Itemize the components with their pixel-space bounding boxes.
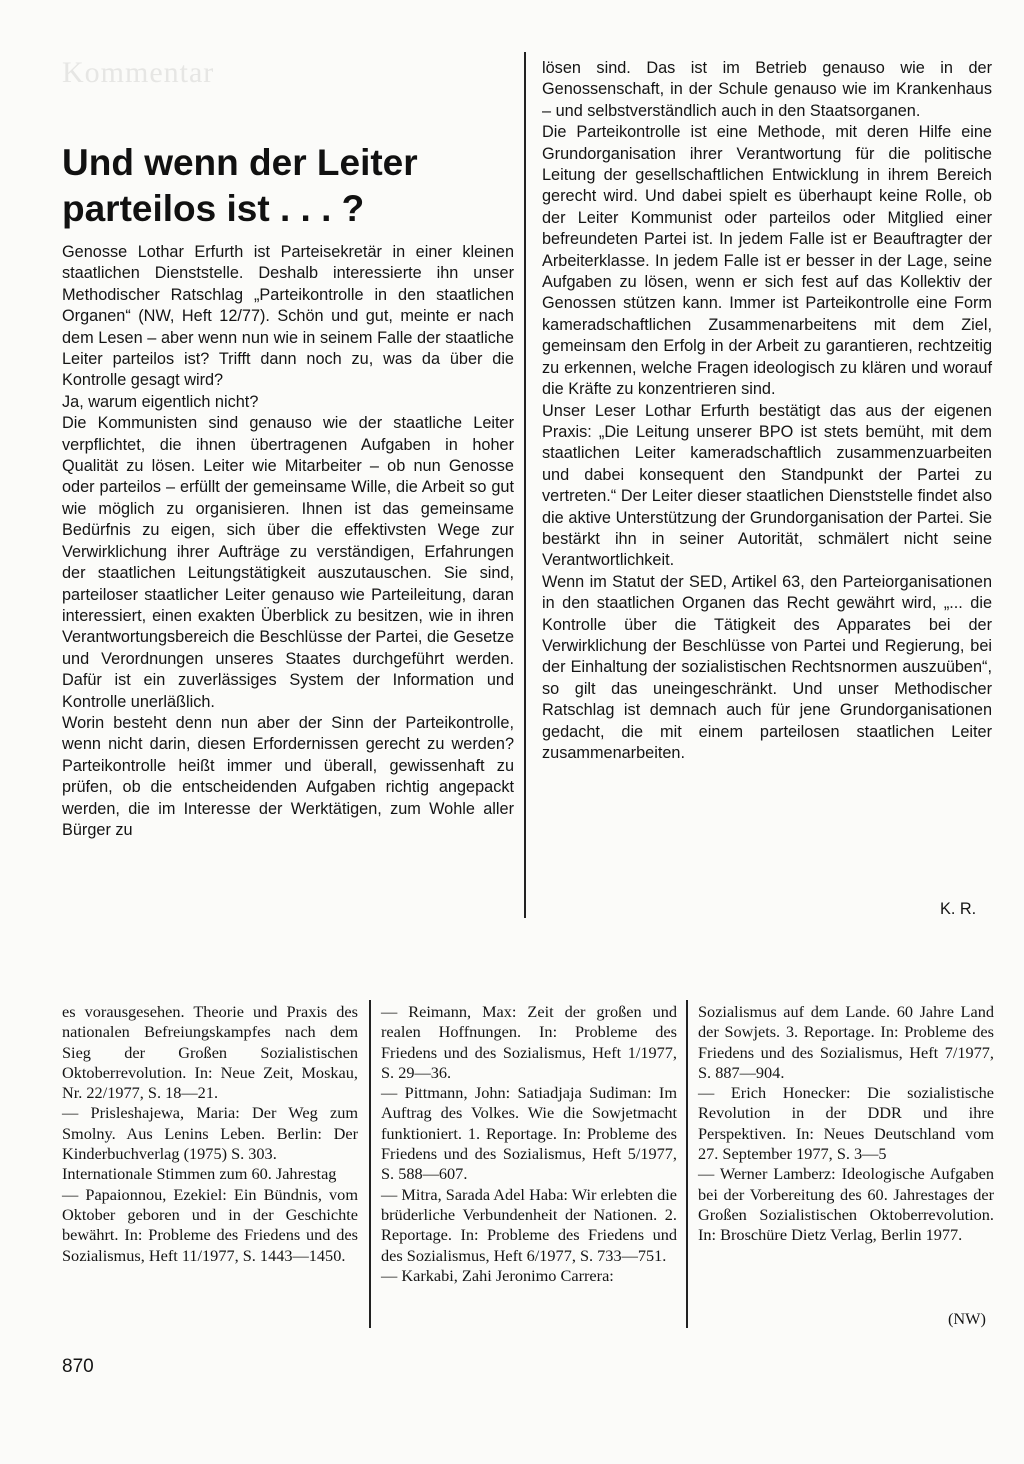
- page-number: 870: [62, 1356, 94, 1377]
- bibliography-column-2: [381, 1002, 677, 1286]
- bibliography-entry: — Reimann, Max: Zeit der großen und realen Hoffnungen. In: Probleme des Friedens und des Sozialismus, Heft 1/1977, S. 29—36.: [381, 1002, 677, 1082]
- headline-line-2: parteilos ist . . . ?: [62, 188, 365, 229]
- bibliography-entry: Sozialismus auf dem Lande. 60 Jahre Land der Sowjets. 3. Reportage. In: Probleme des Friedens und des Sozialismus, Heft 7/1977, S. 887—904.: [698, 1002, 994, 1082]
- article-paragraph: Genosse Lothar Erfurth ist Parteisekretär in einer kleinen staatlichen Dienststelle. Deshalb interessierte ihn unser Methodischer Ratschlag „Parteikontrolle in den staatlichen Organen“ (NW, Heft 12/77). Schön und gut, meinte er nach dem Lesen – aber wenn nun wie in seinem Falle der staatliche Leiter parteilos ist? Trifft dann noch zu, was da über die Kontrolle gesagt wird?: [62, 243, 514, 390]
- bibliography-entry: — Papaionnou, Ezekiel: Ein Bündnis, vom Oktober geboren und in der Geschichte bewährt. In: Probleme des Friedens und des Sozialismus, Heft 11/1977, S. 1443—1450.: [62, 1184, 358, 1265]
- article-paragraph: Ja, warum eigentlich nicht?: [62, 392, 259, 411]
- article-paragraph: Die Parteikontrolle ist eine Methode, mit deren Hilfe eine Grundorganisation ihrer Verantwortung für die politische Leitung der gesellschaftlichen Entwicklung in ihrem Bereich gerecht wird. Und dabei spielt es überhaupt keine Rolle, ob der Leiter Kommunist oder parteilos oder Mitglied einer befreundeten Partei ist. In jedem Falle ist er Beauftragter der Arbeiterklasse. In jedem Falle ist er besser in der Lage, seine Aufgaben zu lösen, wenn er sich fest auf das Kollektiv der Genossen stützen kann. Immer ist Parteikontrolle eine Form kameradschaftlichen Zusammenarbeitens mit dem Ziel, gemeinsam den Erfolg in der Arbeit zu garantieren, rechtzeitig zu erkennen, welche Fragen ideologisch zu klären und worauf die Kräfte zu konzentrieren sind.: [542, 123, 992, 399]
- article-paragraph: lösen sind. Das ist im Betrieb genauso wie in der Genossenschaft, in der Schule genauso wie im Krankenhaus – und selbstverständlich auch in den Staatsorganen.: [542, 59, 992, 120]
- bibliography-column-1: [62, 1002, 358, 1266]
- bibliography-entry: Internationale Stimmen zum 60. Jahrestag: [62, 1164, 337, 1184]
- bibliography-entry: — Pittmann, John: Satiadjaja Sudiman: Im Auftrag des Volkes. Wie die Sowjetmacht funktioniert. 1. Reportage. In: Probleme des Friedens und des Sozialismus, Heft 5/1977, S. 588—607.: [381, 1083, 677, 1184]
- article-paragraph: Unser Leser Lothar Erfurth bestätigt das aus der eigenen Praxis: „Die Leitung unserer BPO ist stets bemüht, mit dem staatlichen Leiter kameradschaftlich zusammenzuarbeiten und dabei konsequent den Standpunkt der Partei zu vertreten.“ Der Leiter dieser staatlichen Dienststelle findet also die aktive Unterstützung der Grundorganisation der Partei. Sie bestärkt ihn in seiner Autorität, schmälert nicht seine Verantwortlichkeit.: [542, 401, 992, 570]
- source-tag: (NW): [948, 1309, 986, 1328]
- bibliography-entry: — Werner Lamberz: Ideologische Aufgaben bei der Vorbereitung des 60. Jahrestages der Großen Sozialistischen Oktoberrevolution. In: Broschüre Dietz Verlag, Berlin 1977.: [698, 1164, 994, 1245]
- author-signature: K. R.: [940, 900, 977, 918]
- article-left-column: [62, 242, 514, 841]
- bibliography-entry: — Karkabi, Zahi Jeronimo Carrera:: [381, 1265, 614, 1285]
- column-divider: [524, 52, 526, 918]
- article-paragraph: Die Kommunisten sind genauso wie der staatliche Leiter verpflichtet, die ihnen übertragenen Aufgaben in hoher Qualität zu lösen. Leiter wie Mitarbeiter – ob nun Genosse oder parteilos – erfüllt der gemeinsame Wille, die Arbeit so gut wie möglich zu organisieren. Ihnen ist das gemeinsame Bedürfnis zu eigen, sich über die effektivsten Wege zur Verwirklichung ihrer Aufträge zu verständigen, Erfahrungen der staatlichen Leitungstätigkeit auszutauschen. Sie sind, parteiloser staatlicher Leiter genauso wie Parteileitung, daran interessiert, einen exakten Überblick zu besitzen, wie in ihren Verantwortungsbereich die Beschlüsse der Partei, die Gesetze und Verordnungen unseres Staates durchgeführt werden. Dafür ist ein zuverlässiges System der Information und Kontrolle unerläßlich.: [62, 414, 514, 711]
- bibliography-entry: es vorausgesehen. Theorie und Praxis des nationalen Befreiungskampfes nach dem Sieg der Großen Sozialistischen Oktoberrevolution. In: Neue Zeit, Moskau, Nr. 22/1977, S. 18—21.: [62, 1002, 358, 1103]
- column-divider: [686, 1000, 688, 1328]
- bibliography-entry: — Erich Honecker: Die sozialistische Revolution in der DDR und ihre Perspektiven. In: Neues Deutschland vom 27. September 1977, S. 3—5: [698, 1083, 994, 1164]
- bibliography-entry: — Prisleshajewa, Maria: Der Weg zum Smolny. Aus Lenins Leben. Berlin: Der Kinderbuchverlag (1975) S. 303.: [62, 1103, 358, 1164]
- column-divider: [369, 1000, 371, 1328]
- faded-section-heading: Kommentar: [62, 56, 215, 89]
- bibliography-column-3: [698, 1002, 994, 1246]
- bibliography-entry: — Mitra, Sarada Adel Haba: Wir erlebten die brüderliche Verbundenheit der Nationen. 2. Reportage. In: Probleme des Friedens und des Sozialismus, Heft 6/1977, S. 733—751.: [381, 1184, 677, 1265]
- article-headline: [62, 140, 482, 232]
- article-paragraph: Worin besteht denn nun aber der Sinn der Parteikontrolle, wenn nicht darin, diesen Erfordernissen gerecht zu werden? Parteikontrolle heißt immer und überall, gewissenhaft zu prüfen, ob die entscheidenden Aufgaben richtig angepackt werden, die im Interesse der Werktätigen, zum Wohle aller Bürger zu: [62, 713, 514, 839]
- headline-line-1: Und wenn der Leiter: [62, 142, 418, 183]
- article-paragraph: Wenn im Statut der SED, Artikel 63, den Parteiorganisationen in den staatlichen Organen das Recht gewährt wird, „... die Kontrolle über die Tätigkeit des Apparates bei der Verwirklichung der Beschlüsse von Partei und Regierung, bei der Einhaltung der sozialistischen Rechtsnormen auszuüben“, so gilt das uneingeschränkt. Und unser Methodischer Ratschlag ist demnach auch für jene Grundorganisationen gedacht, die mit einem parteilosen staatlichen Leiter zusammenarbeiten.: [542, 572, 992, 762]
- article-right-column: [542, 58, 992, 764]
